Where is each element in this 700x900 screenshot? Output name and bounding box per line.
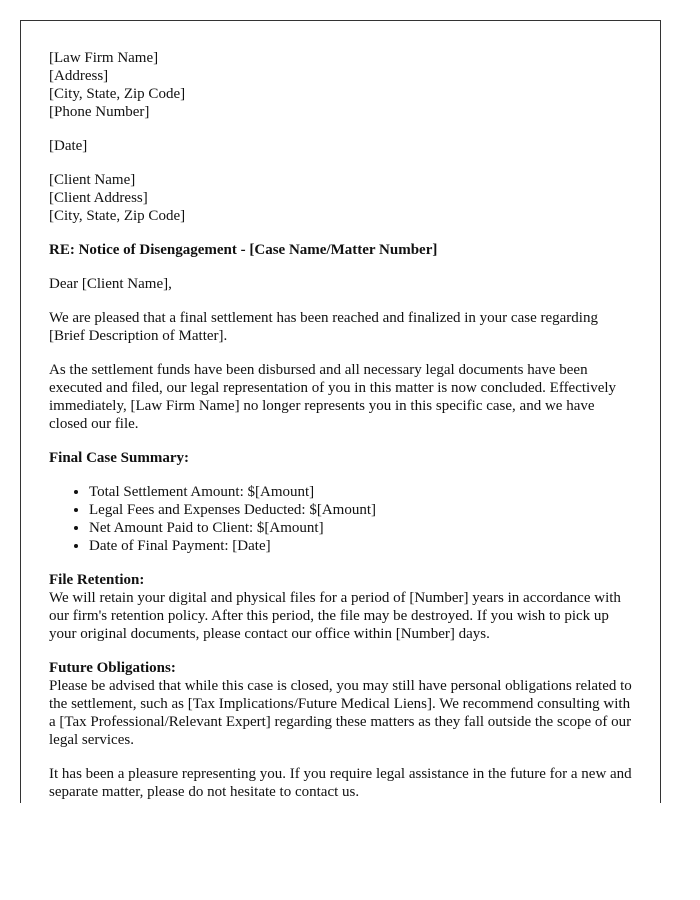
sender-address: [Address]	[49, 68, 109, 84]
sender-phone: [Phone Number]	[49, 104, 150, 120]
recipient-name: [Client Name]	[49, 172, 136, 188]
sender-firm: [Law Firm Name]	[49, 50, 159, 66]
closing-paragraph: It has been a pleasure representing you. If you require legal assistance in the future for a new and separate matter, please do not hesitate to contact us.	[49, 766, 632, 800]
subject-line: RE: Notice of Disengagement - [Case Name/Matter Number]	[49, 242, 438, 258]
summary-list	[49, 483, 632, 555]
recipient-city: [City, State, Zip Code]	[49, 208, 186, 224]
recipient-address: [Client Address]	[49, 190, 148, 206]
sender-city: [City, State, Zip Code]	[49, 86, 186, 102]
summary-heading: Final Case Summary:	[49, 450, 189, 466]
retention-heading: File Retention:	[49, 572, 145, 588]
obligations-text: Please be advised that while this case is closed, you may still have personal obligations related to the settlement, such as [Tax Implications/Future Medical Liens]. We recommend consulting with a [Tax Professional/Relevant Expert] regarding these matters as they fall outside the scope of our legal services.	[49, 678, 632, 748]
obligations-section	[49, 659, 632, 749]
retention-section	[49, 571, 632, 643]
paragraph-disengagement: As the settlement funds have been disbursed and all necessary legal documents have been executed and filed, our legal representation of you in this matter is now concluded. Effectively immediately, [Law Firm Name] no longer represents you in this specific case, and we have closed our file.	[49, 362, 617, 432]
list-item: • Date of Final Payment: [Date]	[89, 537, 632, 555]
list-item: • Legal Fees and Expenses Deducted: $[Amount]	[89, 501, 632, 519]
salutation: Dear [Client Name],	[49, 276, 172, 292]
list-item: • Total Settlement Amount: $[Amount]	[89, 483, 632, 501]
letter-page	[20, 20, 661, 803]
letter-date: [Date]	[49, 138, 88, 154]
sender-block	[49, 49, 632, 121]
recipient-block	[49, 171, 632, 225]
list-item: • Net Amount Paid to Client: $[Amount]	[89, 519, 632, 537]
obligations-heading: Future Obligations:	[49, 660, 176, 676]
paragraph-settlement: We are pleased that a final settlement has been reached and finalized in your case regarding [Brief Description of Matter].	[49, 310, 598, 344]
retention-text: We will retain your digital and physical files for a period of [Number] years in accordance with our firm's retention policy. After this period, the file may be destroyed. If you wish to pick up your original documents, please contact our office within [Number] days.	[49, 590, 621, 642]
